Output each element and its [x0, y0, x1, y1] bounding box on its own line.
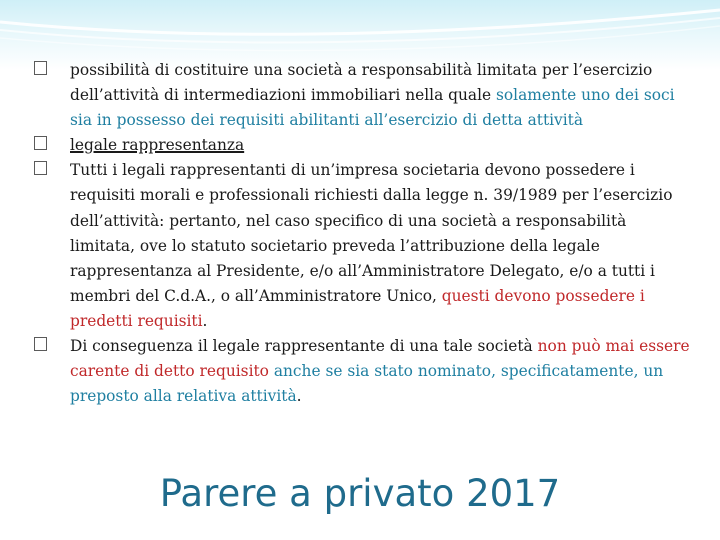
square-bullet-icon: [34, 136, 47, 150]
text-segment: .: [202, 311, 208, 330]
square-bullet-icon: [34, 161, 47, 175]
text-segment-blue: solamente uno dei soci sia in possesso dei requisiti abilitanti all’esercizio di detta attività: [70, 86, 675, 130]
square-bullet-icon: [34, 337, 47, 351]
text-segment: Tutti i legali rappresentanti di un’impresa societaria devono possedere i requisiti morali e professionali richiesti dalla legge n. 39/1989 per l’esercizio dell’attività: pertanto, nel caso specifico di una società a responsabilità limitata, ove lo statuto societario preveda l’attribuzione della legale rappresentanza al Presidente, e/o all’Amministratore Delegato, e/o a tutti i membri del C.d.A., o all’Amministratore Unico,: [70, 161, 673, 305]
bullet-item-2: [34, 133, 694, 158]
text-segment: possibilità di costituire una società a responsabilità limitata per l’esercizio dell’attività di intermediazioni immobiliari nella quale: [70, 61, 653, 105]
text-segment: Di conseguenza il legale rappresentante di una tale società: [70, 337, 538, 356]
square-bullet-icon: [34, 61, 47, 75]
bullet-item-4: [34, 334, 694, 409]
text-segment-red: non può mai essere carente di detto requisito: [70, 337, 690, 381]
text-segment-red: questi devono possedere i predetti requisiti: [70, 286, 645, 330]
footer-title: Parere a privato 2017: [159, 472, 561, 515]
slide-content: [34, 58, 694, 409]
text-segment-blue: anche se sia stato nominato, specificatamente, un preposto alla relativa attività: [70, 362, 664, 406]
bullet-item-1: [34, 58, 694, 133]
bullet-item-3: [34, 158, 694, 334]
text-segment: .: [296, 387, 302, 406]
text-segment-underlined: legale rappresentanza: [70, 136, 245, 155]
